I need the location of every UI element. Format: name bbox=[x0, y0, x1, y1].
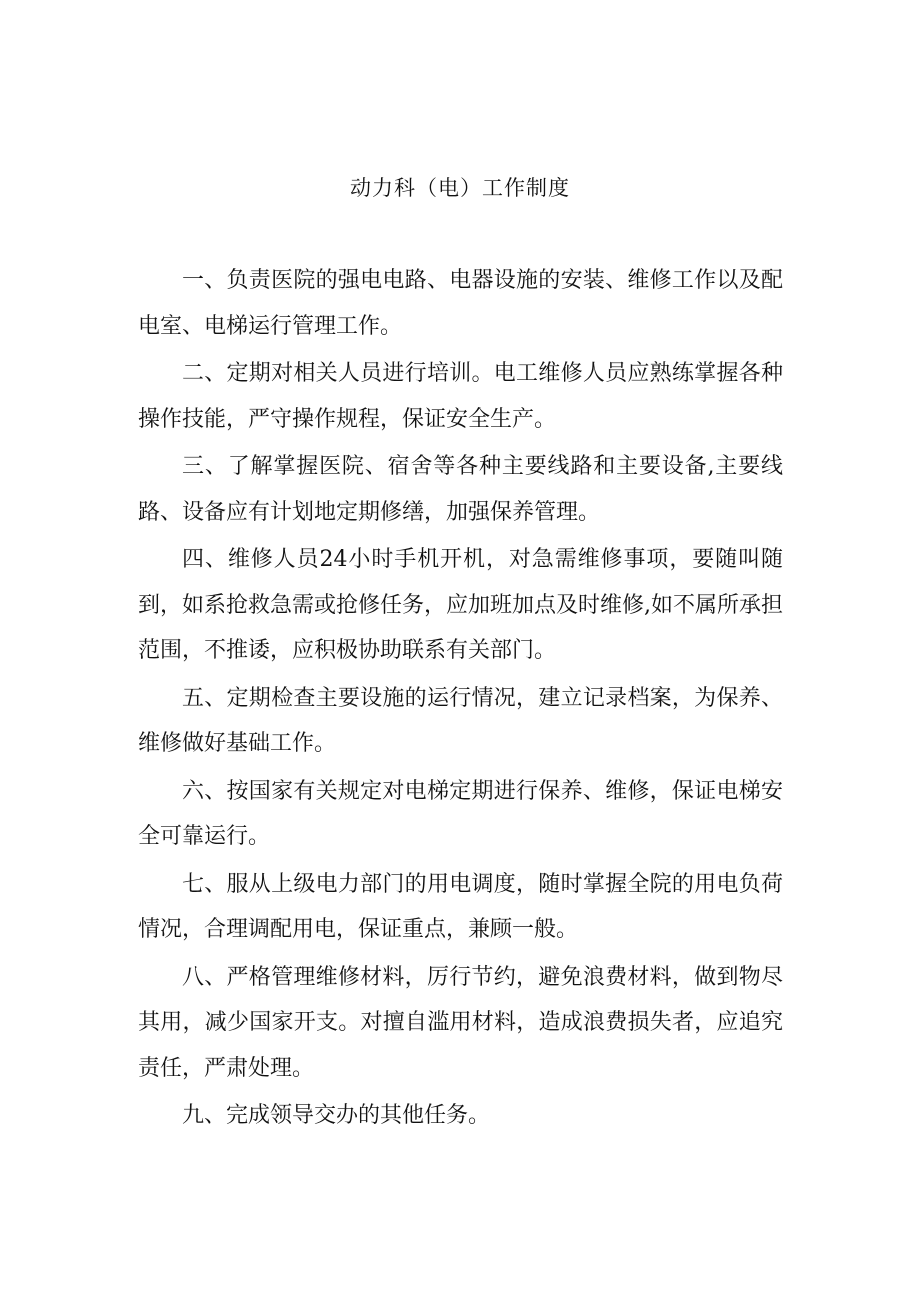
paragraph-2: 二、定期对相关人员进行培训。电工维修人员应熟练掌握各种操作技能，严守操作规程，保证安全生产。 bbox=[138, 361, 783, 432]
paragraph-7: 七、服从上级电力部门的用电调度，随时掌握全院的用电负荷情况，合理调配用电，保证重点，兼顾一般。 bbox=[138, 871, 783, 942]
paragraph-5: 五、定期检查主要设施的运行情况，建立记录档案，为保养、维修做好基础工作。 bbox=[138, 685, 783, 756]
paragraph-8: 八、严格管理维修材料，厉行节约，避免浪费材料，做到物尽其用，减少国家开支。对擅自滥用材料，造成浪费损失者，应追究责任，严肃处理。 bbox=[138, 964, 783, 1081]
document-title: 动力科（电）工作制度 bbox=[350, 176, 570, 200]
paragraph-1: 一、负责医院的强电电路、电器设施的安装、维修工作以及配电室、电梯运行管理工作。 bbox=[138, 268, 783, 339]
paragraph-9: 九、完成领导交办的其他任务。 bbox=[182, 1103, 491, 1128]
paragraph-3: 三、了解掌握医院、宿舍等各种主要线路和主要设备,主要线路、设备应有计划地定期修缮，加强保养管理。 bbox=[138, 454, 783, 525]
paragraph-6: 六、按国家有关规定对电梯定期进行保养、维修，保证电梯安全可靠运行。 bbox=[138, 778, 783, 849]
document-body bbox=[138, 258, 783, 1141]
paragraph-4: 四、维修人员24小时手机开机，对急需维修事项，要随叫随到，如系抢救急需或抢修任务，应加班加点及时维修,如不属所承担范围，不推诿，应积极协助联系有关部门。 bbox=[138, 547, 783, 663]
